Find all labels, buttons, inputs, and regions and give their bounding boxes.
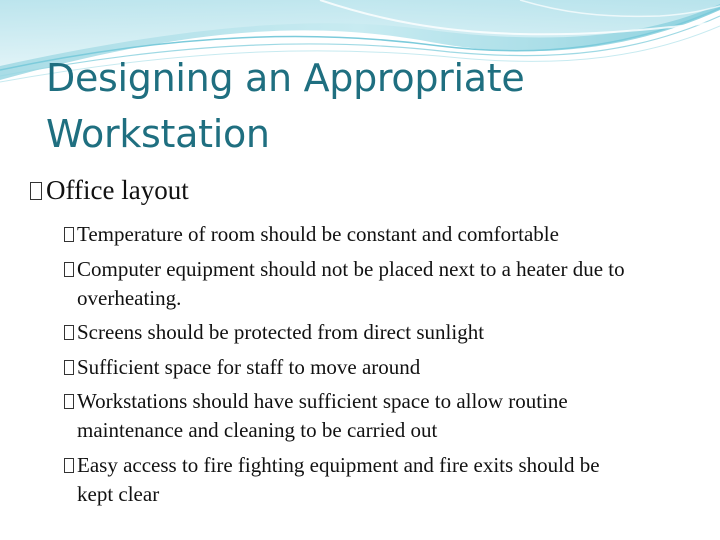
list-item-text: Easy access to fire fighting equipment and fire exits should be kept clear bbox=[77, 452, 600, 506]
list-item-text: Screens should be protected from direct sunlight bbox=[77, 320, 485, 344]
box-icon bbox=[30, 182, 42, 200]
bullet-heading bbox=[30, 172, 700, 208]
slide-title: Designing an Appropriate Workstation bbox=[46, 56, 525, 156]
list-item bbox=[30, 255, 700, 313]
list-item-text: Computer equipment should not be placed next to a heater due to overheating. bbox=[77, 256, 625, 310]
slide-body bbox=[30, 172, 700, 514]
box-icon bbox=[64, 458, 74, 473]
list-item-text: Sufficient space for staff to move around bbox=[77, 354, 421, 379]
sub-bullet-list bbox=[30, 220, 700, 509]
list-item-text: Workstations should have sufficient space to allow routine maintenance and cleaning to be carried out bbox=[77, 389, 568, 442]
list-item-text: Temperature of room should be constant and comfortable bbox=[77, 222, 559, 246]
list-item bbox=[30, 387, 700, 445]
box-icon bbox=[64, 262, 74, 277]
heading-text: Office layout bbox=[46, 175, 189, 205]
list-item bbox=[30, 220, 700, 249]
box-icon bbox=[64, 227, 74, 242]
box-icon bbox=[64, 394, 74, 409]
box-icon bbox=[64, 360, 74, 375]
box-icon bbox=[64, 325, 74, 340]
list-item bbox=[30, 318, 700, 347]
list-item bbox=[30, 353, 700, 382]
list-item bbox=[30, 451, 700, 509]
